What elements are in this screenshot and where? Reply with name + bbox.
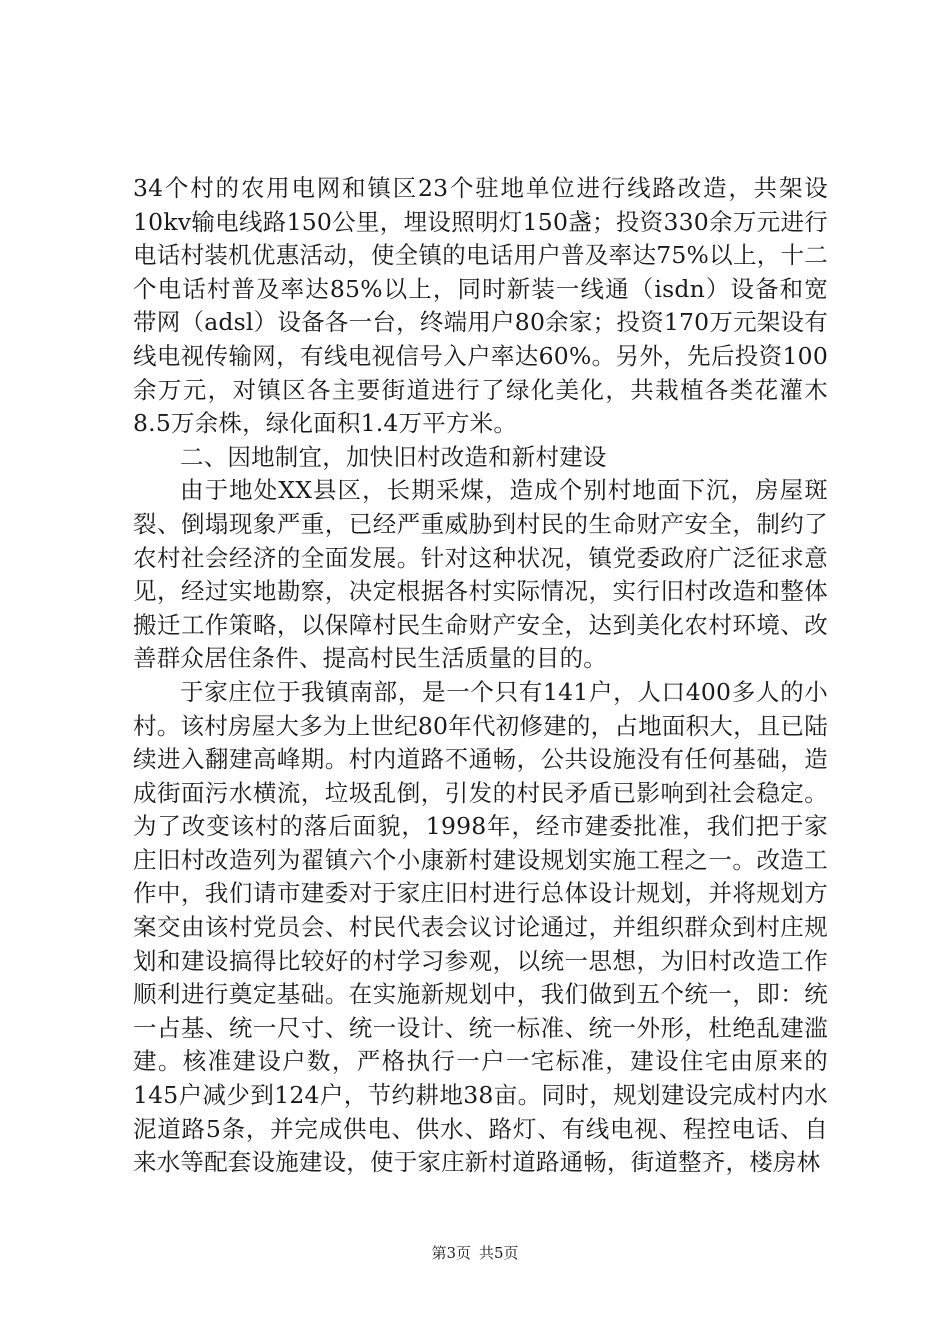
page-number-current: 第3页	[431, 1244, 471, 1262]
document-body	[133, 172, 828, 1180]
page-footer	[0, 1243, 950, 1263]
paragraph-3: 于家庄位于我镇南部，是一个只有141户，人口400多人的小村。该村房屋大多为上世纪80年代初修建的，占地面积大，且已陆续进入翻建高峰期。村内道路不通畅，公共设施没有任何基础，造成街面污水横流，垃圾乱倒，引发的村民矛盾已影响到社会稳定。为了改变该村的落后面貌，1998年，经市建委批准，我们把于家庄旧村改造列为翟镇六个小康新村建设规划实施工程之一。改造工作中，我们请市建委对于家庄旧村进行总体设计规划，并将规划方案交由该村党员会、村民代表会议讨论通过，并组织群众到村庄规划和建设搞得比较好的村学习参观，以统一思想，为旧村改造工作顺利进行奠定基础。在实施新规划中，我们做到五个统一，即：统一占基、统一尺寸、统一设计、统一标准、统一外形，杜绝乱建滥建。核准建设户数，严格执行一户一宅标准，建设住宅由原来的145户减少到124户，节约耕地38亩。同时，规划建设完成村内水泥道路5条，并完成供电、供水、路灯、有线电视、程控电话、自来水等配套设施建设，使于家庄新村道路通畅，街道整齐，楼房林	[133, 677, 828, 1177]
section-heading: 二、因地制宜，加快旧村改造和新村建设	[180, 442, 607, 471]
paragraph-1: 34个村的农用电网和镇区23个驻地单位进行线路改造，共架设10kv输电线路150公里，埋设照明灯150盏；投资330余万元进行电话村装机优惠活动，使全镇的电话用户普及率达75%以上，十二个电话村普及率达85%以上，同时新装一线通（isdn）设备和宽带网（adsl）设备各一台，终端用户80余家；投资170万元架设有线电视传输网，有线电视信号入户率达60%。另外，先后投资100余万元，对镇区各主要街道进行了绿化美化，共栽植各类花灌木8.5万余株，绿化面积1.4万平方米。	[133, 174, 828, 438]
paragraph-2: 由于地处XX县区，长期采煤，造成个别村地面下沉，房屋斑裂、倒塌现象严重，已经严重威胁到村民的生命财产安全，制约了农村社会经济的全面发展。针对这种状况，镇党委政府广泛征求意见，经过实地勘察，决定根据各村实际情况，实行旧村改造和整体搬迁工作策略，以保障村民生命财产安全，达到美化农村环境、改善群众居住条件、提高村民生活质量的目的。	[133, 476, 828, 673]
page-number-total: 共5页	[479, 1244, 519, 1262]
